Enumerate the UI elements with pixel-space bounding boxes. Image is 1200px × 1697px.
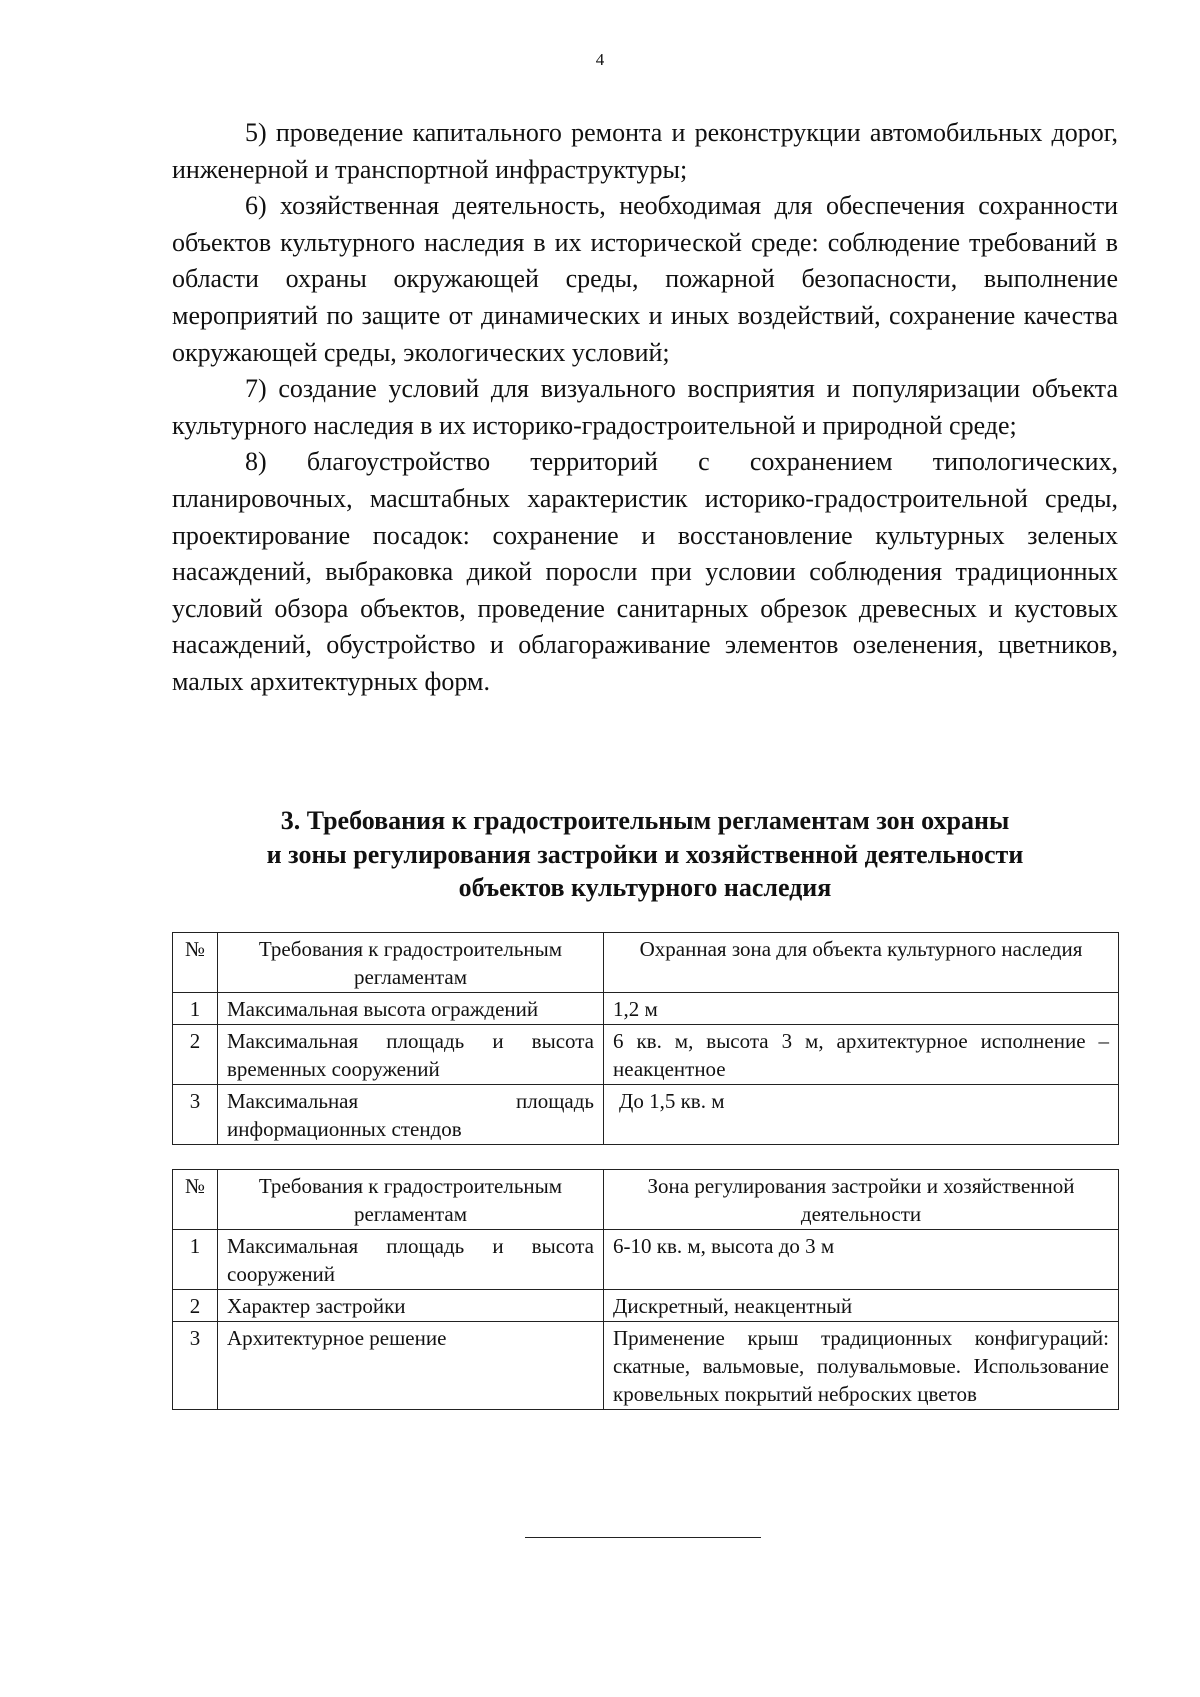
table-row bbox=[173, 1230, 1119, 1290]
row-value: Дискретный, неакцентный bbox=[604, 1290, 1119, 1322]
row-requirement: Максимальная высота ограждений bbox=[218, 993, 604, 1025]
paragraph-item-5: 5) проведение капитального ремонта и реконструкции автомобильных дорог, инженерной и транспортной инфраструктуры; bbox=[172, 118, 1118, 184]
row-num: 3 bbox=[173, 1322, 218, 1410]
header-zone: Зона регулирования застройки и хозяйственной деятельности bbox=[604, 1170, 1119, 1230]
row-value: До 1,5 кв. м bbox=[604, 1085, 1119, 1145]
section-heading bbox=[172, 804, 1118, 905]
section-heading-line-1: 3. Требования к градостроительным регламентам зон охраны bbox=[280, 806, 1010, 835]
row-requirement: Максимальная площадь и высота временных сооружений bbox=[218, 1025, 604, 1085]
table-row bbox=[173, 1290, 1119, 1322]
table-row bbox=[173, 1322, 1119, 1410]
row-requirement: Характер застройки bbox=[218, 1290, 604, 1322]
paragraph-item-7: 7) создание условий для визуального восприятия и популяризации объекта культурного наследия в их историко-градостроительной и природной среде; bbox=[172, 374, 1118, 440]
table-row bbox=[173, 1085, 1119, 1145]
header-num: № bbox=[173, 933, 218, 993]
section-heading-line-2: и зоны регулирования застройки и хозяйственной деятельности bbox=[266, 839, 1024, 869]
protection-zone-table bbox=[172, 932, 1119, 1145]
row-num: 2 bbox=[173, 1290, 218, 1322]
row-value: Применение крыш традиционных конфигураций: скатные, вальмовые, полувальмовые. Использование кровельных покрытий неброских цветов bbox=[604, 1322, 1119, 1410]
header-num: № bbox=[173, 1170, 218, 1230]
header-zone: Охранная зона для объекта культурного наследия bbox=[604, 933, 1119, 993]
row-value: 6-10 кв. м, высота до 3 м bbox=[604, 1230, 1119, 1290]
body-text bbox=[172, 115, 1118, 701]
table-header-row bbox=[173, 933, 1119, 993]
table-row bbox=[173, 993, 1119, 1025]
row-value: 6 кв. м, высота 3 м, архитектурное исполнение – неакцентное bbox=[604, 1025, 1119, 1085]
row-requirement: Максимальная площадь информационных стендов bbox=[218, 1085, 604, 1145]
row-num: 2 bbox=[173, 1025, 218, 1085]
row-num: 3 bbox=[173, 1085, 218, 1145]
end-of-document-rule bbox=[525, 1537, 761, 1538]
paragraph-item-8: 8) благоустройство территорий с сохранением типологических, планировочных, масштабных характеристик историко-градостроительной среды, проектирование посадок: сохранение и восстановление культурных зеленых насаждений, выбраковка дикой поросли при условии соблюдения традиционных условий обзора объектов, проведение санитарных обрезок древесных и кустовых насаждений, обустройство и облагораживание элементов озеленения, цветников, малых архитектурных форм. bbox=[172, 447, 1118, 696]
section-heading-line-3: объектов культурного наследия bbox=[458, 873, 832, 902]
header-requirement: Требования к градостроительным регламентам bbox=[218, 933, 604, 993]
header-requirement: Требования к градостроительным регламентам bbox=[218, 1170, 604, 1230]
regulation-zone-table bbox=[172, 1169, 1119, 1410]
row-requirement: Архитектурное решение bbox=[218, 1322, 604, 1410]
table-header-row bbox=[173, 1170, 1119, 1230]
table-row bbox=[173, 1025, 1119, 1085]
row-value: 1,2 м bbox=[604, 993, 1119, 1025]
row-num: 1 bbox=[173, 1230, 218, 1290]
paragraph-item-6: 6) хозяйственная деятельность, необходимая для обеспечения сохранности объектов культурного наследия в их исторической среде: соблюдение требований в области охраны окружающей среды, пожарной безопасности, выполнение мероприятий по защите от динамических и иных воздействий, сохранение качества окружающей среды, экологических условий; bbox=[172, 191, 1118, 367]
page-number: 4 bbox=[595, 50, 605, 69]
row-num: 1 bbox=[173, 993, 218, 1025]
row-requirement: Максимальная площадь и высота сооружений bbox=[218, 1230, 604, 1290]
